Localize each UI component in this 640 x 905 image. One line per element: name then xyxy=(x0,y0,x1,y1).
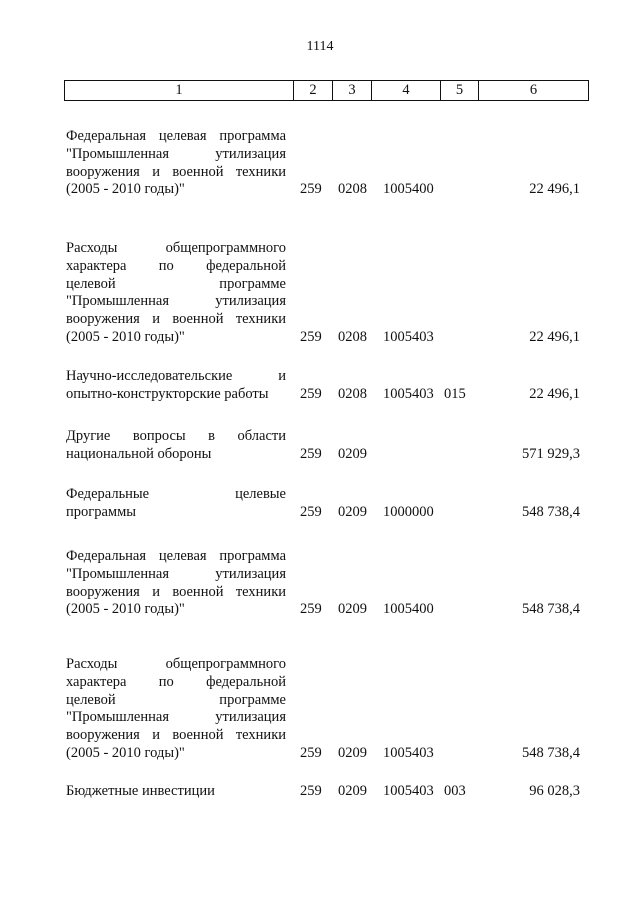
row-c4-value: 1005400 xyxy=(383,601,434,618)
row-name-line: (2005 - 2010 годы)" xyxy=(66,181,185,198)
row-name xyxy=(66,656,286,763)
row-name xyxy=(66,548,286,619)
table-row xyxy=(0,128,640,199)
row-c2-value: 259 xyxy=(300,601,322,618)
table-row xyxy=(0,240,640,347)
row-c4-value: 1005403 xyxy=(383,385,434,402)
column-header-5: 5 xyxy=(441,81,479,101)
row-c4-value: 1005403 xyxy=(383,329,434,345)
row-name-line: "Промышленная утилизация xyxy=(66,293,286,310)
row-name-line: вооружения и военной техники xyxy=(66,583,286,600)
row-c3-value: 0209 xyxy=(338,601,367,618)
row-name-line: (2005 - 2010 годы)" xyxy=(66,744,185,761)
row-name-line: "Промышленная утилизация xyxy=(66,145,286,162)
table-row xyxy=(0,548,640,619)
row-name-line: "Промышленная утилизация xyxy=(66,565,286,582)
row-c2-value: 259 xyxy=(300,745,322,761)
column-header-row xyxy=(65,81,589,101)
row-c3-value: 0208 xyxy=(338,181,367,198)
row-c4-value: 1005403 xyxy=(383,783,434,799)
row-c3-value: 0209 xyxy=(338,745,367,761)
row-name-line: Федеральные целевые xyxy=(66,486,286,502)
row-c2-value: 259 xyxy=(300,503,322,520)
column-header-6: 6 xyxy=(479,81,589,101)
row-name-line: целевой программе xyxy=(66,275,286,292)
row-name-line: (2005 - 2010 годы)" xyxy=(66,601,185,618)
column-header-1: 1 xyxy=(65,81,294,101)
row-name xyxy=(66,486,286,522)
row-c2-value: 259 xyxy=(300,181,322,198)
table-row xyxy=(0,783,640,801)
row-name-line: вооружения и военной техники xyxy=(66,727,286,744)
row-name-line: характера по федеральной xyxy=(66,673,286,690)
row-name xyxy=(66,128,286,199)
row-name-line: (2005 - 2010 годы)" xyxy=(66,328,185,345)
table-row xyxy=(0,656,640,763)
row-name-line: вооружения и военной техники xyxy=(66,163,286,180)
column-header-3: 3 xyxy=(333,81,372,101)
row-c3-value: 0208 xyxy=(338,329,367,345)
row-name-line: "Промышленная утилизация xyxy=(66,709,286,726)
row-name xyxy=(66,428,286,464)
row-name-line: Федеральная целевая программа xyxy=(66,128,286,144)
page-number: 1114 xyxy=(306,39,334,54)
row-name-line: Расходы общепрограммного xyxy=(66,656,286,672)
row-c6-value: 96 028,3 xyxy=(529,783,580,799)
row-c3-value: 0209 xyxy=(338,445,367,462)
row-c5-value: 003 xyxy=(444,783,466,799)
row-name-line: Другие вопросы в области xyxy=(66,428,286,444)
row-c2-value: 259 xyxy=(300,445,322,462)
column-header-4: 4 xyxy=(372,81,441,101)
row-c6-value: 548 738,4 xyxy=(522,601,580,618)
row-name-line: Научно-исследовательские и xyxy=(66,368,286,384)
row-name-line: программы xyxy=(66,503,136,520)
row-name-line: целевой программе xyxy=(66,691,286,708)
row-c4-value: 1005400 xyxy=(383,181,434,198)
row-name-line: Федеральная целевая программа xyxy=(66,548,286,564)
row-name-line: вооружения и военной техники xyxy=(66,311,286,328)
table-row xyxy=(0,368,640,404)
row-name-line: опытно-конструкторские работы xyxy=(66,385,269,402)
row-c3-value: 0209 xyxy=(338,503,367,520)
row-c3-value: 0209 xyxy=(338,783,367,799)
table-row xyxy=(0,486,640,522)
row-name xyxy=(66,240,286,347)
row-name xyxy=(66,783,286,801)
row-c4-value: 1000000 xyxy=(383,503,434,520)
row-name-line: характера по федеральной xyxy=(66,257,286,274)
row-name xyxy=(66,368,286,404)
row-c4-value: 1005403 xyxy=(383,745,434,761)
row-c2-value: 259 xyxy=(300,783,322,799)
row-c6-value: 548 738,4 xyxy=(522,745,580,761)
column-header-table xyxy=(64,80,589,101)
row-c6-value: 22 496,1 xyxy=(529,329,580,345)
row-c3-value: 0208 xyxy=(338,385,367,402)
row-name-line: национальной обороны xyxy=(66,445,212,462)
row-c6-value: 571 929,3 xyxy=(522,445,580,462)
row-c6-value: 22 496,1 xyxy=(529,385,580,402)
row-name-line: Расходы общепрограммного xyxy=(66,240,286,256)
table-row xyxy=(0,428,640,464)
row-c5-value: 015 xyxy=(444,385,466,402)
row-c2-value: 259 xyxy=(300,385,322,402)
column-header-2: 2 xyxy=(294,81,333,101)
row-c2-value: 259 xyxy=(300,329,322,345)
row-c6-value: 548 738,4 xyxy=(522,503,580,520)
row-name-line: Бюджетные инвестиции xyxy=(66,783,215,799)
row-c6-value: 22 496,1 xyxy=(529,181,580,198)
